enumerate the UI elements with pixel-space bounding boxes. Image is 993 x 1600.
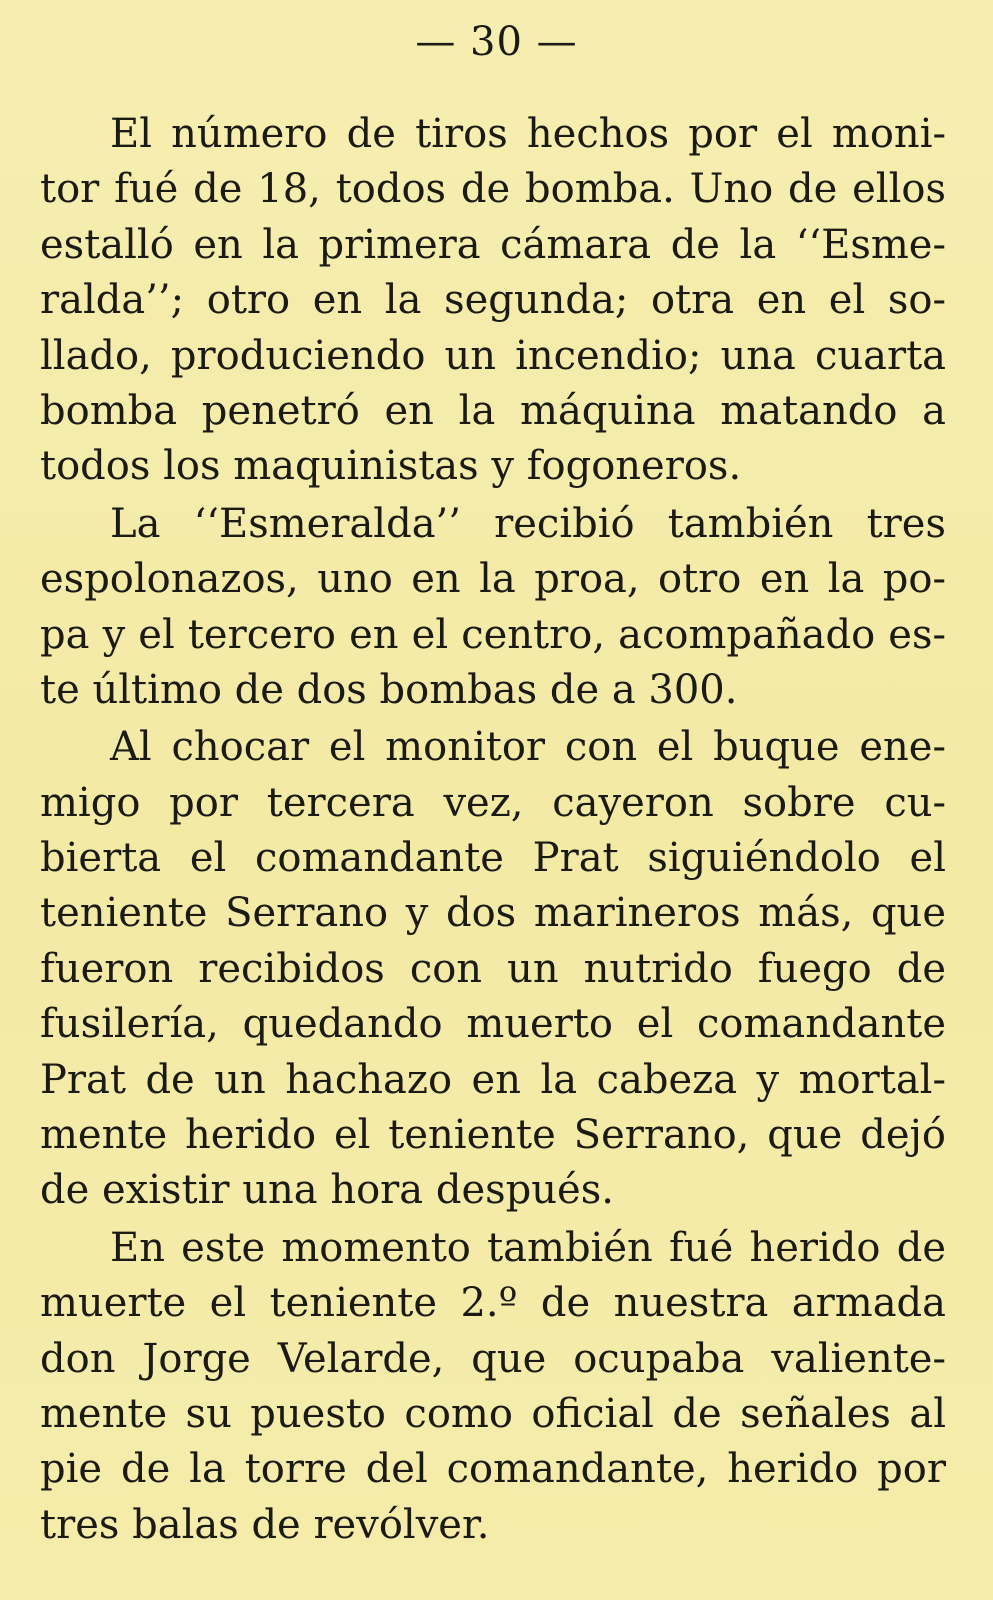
text-line: Al chocar el monitor con el buque ene- (110, 724, 946, 771)
text-line: muerte el teniente 2.º de nuestra armada (40, 1280, 946, 1327)
page-number: — 30 — (415, 19, 578, 65)
paragraph-2 (40, 497, 946, 719)
text-line: don Jorge Velarde, que ocupaba valiente- (40, 1335, 946, 1382)
text-line: mente herido el teniente Serrano, que dejó (40, 1112, 946, 1159)
text-line: La ‘‘Esmeralda’’ recibió también tres (110, 500, 946, 547)
text-line: migo por tercera vez, cayeron sobre cu- (40, 779, 946, 826)
text-line: de existir una hora después. (40, 1167, 614, 1214)
text-line: pie de la torre del comandante, herido por (40, 1446, 946, 1493)
text-line: bierta el comandante Prat siguiéndolo el (40, 835, 946, 882)
text-line: pa y el tercero en el centro, acompañado es- (40, 611, 946, 658)
text-line: fueron recibidos con un nutrido fuego de (40, 945, 946, 992)
text-line: ralda’’; otro en la segunda; otra en el so- (40, 277, 946, 324)
text-line: tres balas de revólver. (40, 1501, 490, 1548)
text-line: espolonazos, uno en la proa, otro en la po- (40, 556, 946, 603)
text-line: En este momento también fué herido de (110, 1224, 946, 1271)
text-line: mente su puesto como oficial de señales al (40, 1390, 946, 1437)
text-line: fusilería, quedando muerto el comandante (40, 1001, 946, 1048)
paragraph-1 (40, 107, 946, 495)
text-line: te último de dos bombas de a 300. (40, 666, 738, 713)
body-text (40, 107, 946, 1555)
text-line: tor fué de 18, todos de bomba. Uno de ellos (40, 166, 946, 213)
text-line: bomba penetró en la máquina matando a (40, 387, 946, 434)
text-line: teniente Serrano y dos marineros más, que (40, 890, 946, 937)
text-line: El número de tiros hechos por el moni- (110, 111, 946, 157)
text-line: estalló en la primera cámara de la ‘‘Esme- (40, 221, 946, 268)
paragraph-3 (40, 720, 946, 1219)
text-line: Prat de un hachazo en la cabeza y mortal- (40, 1056, 946, 1103)
text-line: llado, produciendo un incendio; una cuarta (40, 332, 946, 379)
text-line: todos los maquinistas y fogoneros. (40, 443, 742, 490)
paragraph-4 (40, 1221, 946, 1553)
